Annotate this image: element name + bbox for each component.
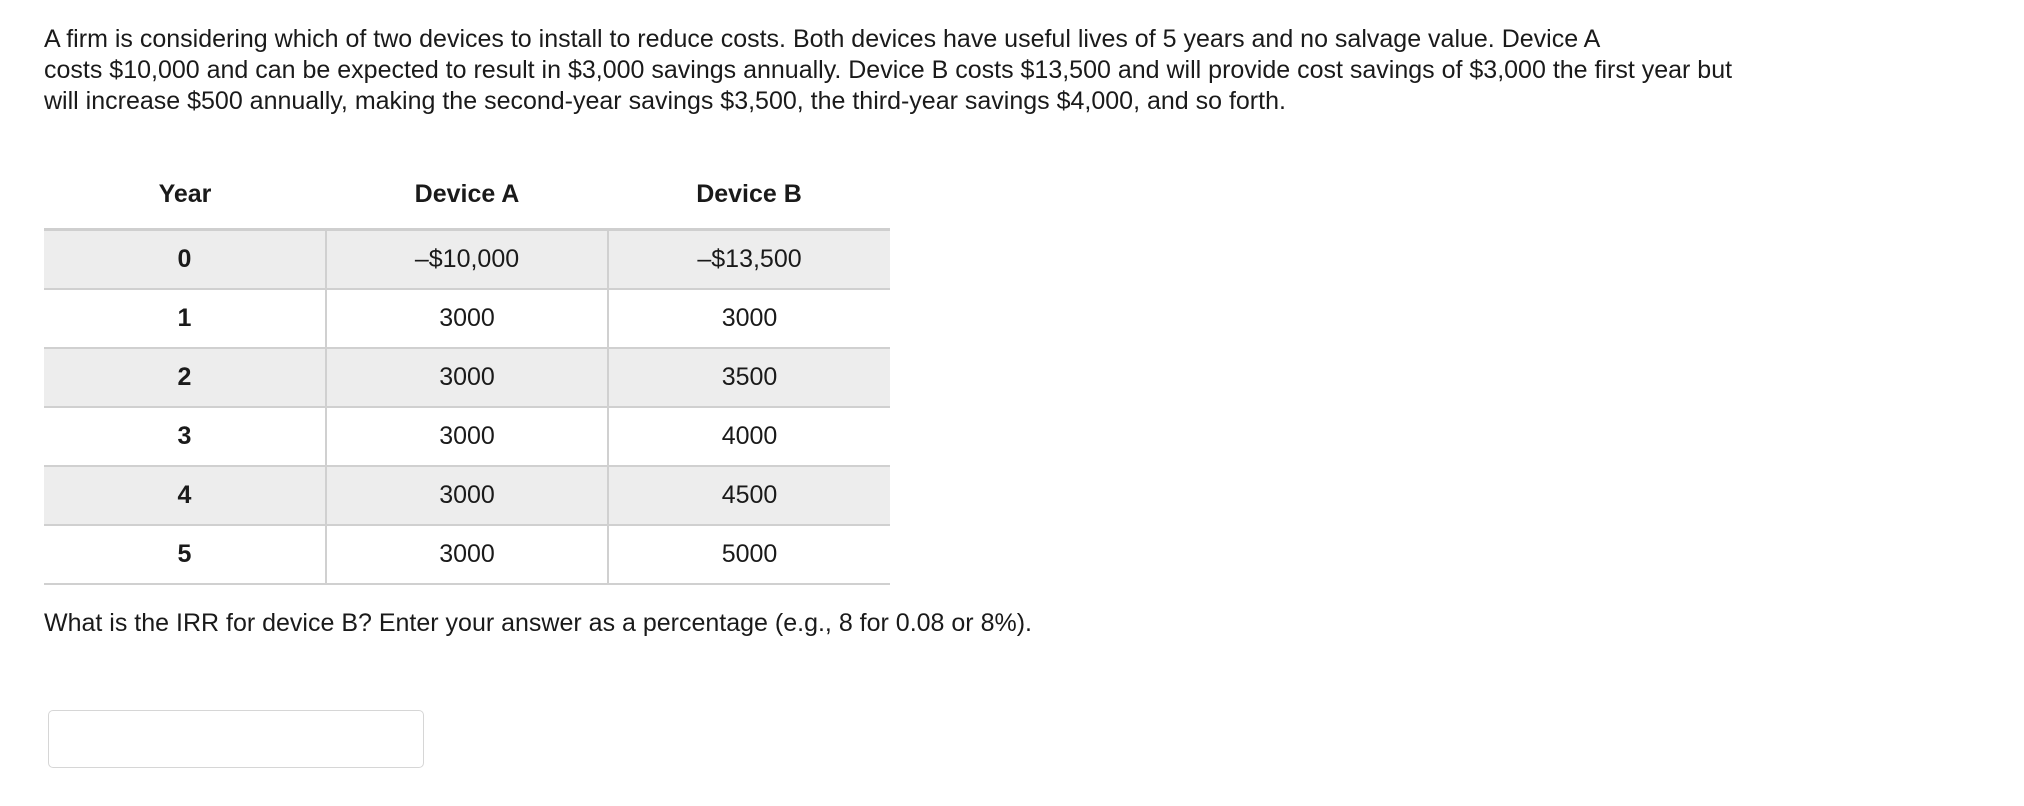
problem-line: will increase $500 annually, making the second-year savings $3,500, the third-year savings $4,000, and so forth. — [44, 87, 1286, 115]
cell-device-b: –$13,500 — [608, 230, 890, 290]
cell-device-b: 5000 — [608, 525, 890, 584]
cell-device-a: 3000 — [326, 466, 608, 525]
table-row — [44, 466, 890, 525]
cell-year: 1 — [44, 289, 326, 348]
cell-device-a: 3000 — [326, 525, 608, 584]
table-header-row — [44, 160, 890, 230]
answer-input[interactable] — [48, 710, 424, 768]
question-text: What is the IRR for device B? Enter your answer as a percentage (e.g., 8 for 0.08 or 8%). — [44, 609, 1032, 637]
cell-year: 5 — [44, 525, 326, 584]
problem-statement — [44, 24, 1924, 117]
cell-device-b: 3000 — [608, 289, 890, 348]
cell-device-b: 3500 — [608, 348, 890, 407]
cell-year: 3 — [44, 407, 326, 466]
cash-flow-table — [44, 160, 890, 585]
header-device-b: Device B — [608, 160, 890, 230]
cell-year: 4 — [44, 466, 326, 525]
cell-device-a: 3000 — [326, 407, 608, 466]
cell-device-a: 3000 — [326, 289, 608, 348]
table-row — [44, 230, 890, 290]
cell-year: 0 — [44, 230, 326, 290]
table-row — [44, 289, 890, 348]
header-device-a: Device A — [326, 160, 608, 230]
table-row — [44, 525, 890, 584]
header-year: Year — [44, 160, 326, 230]
cell-device-b: 4500 — [608, 466, 890, 525]
table-row — [44, 348, 890, 407]
cell-device-a: 3000 — [326, 348, 608, 407]
problem-line: costs $10,000 and can be expected to result in $3,000 savings annually. Device B costs $13,500 and will provide cost savings of $3,000 the first year but — [44, 56, 1733, 84]
cell-year: 2 — [44, 348, 326, 407]
table-row — [44, 407, 890, 466]
cell-device-a: –$10,000 — [326, 230, 608, 290]
problem-line: A firm is considering which of two devices to install to reduce costs. Both devices have useful lives of 5 years and no salvage value. Device A — [44, 25, 1601, 53]
cell-device-b: 4000 — [608, 407, 890, 466]
